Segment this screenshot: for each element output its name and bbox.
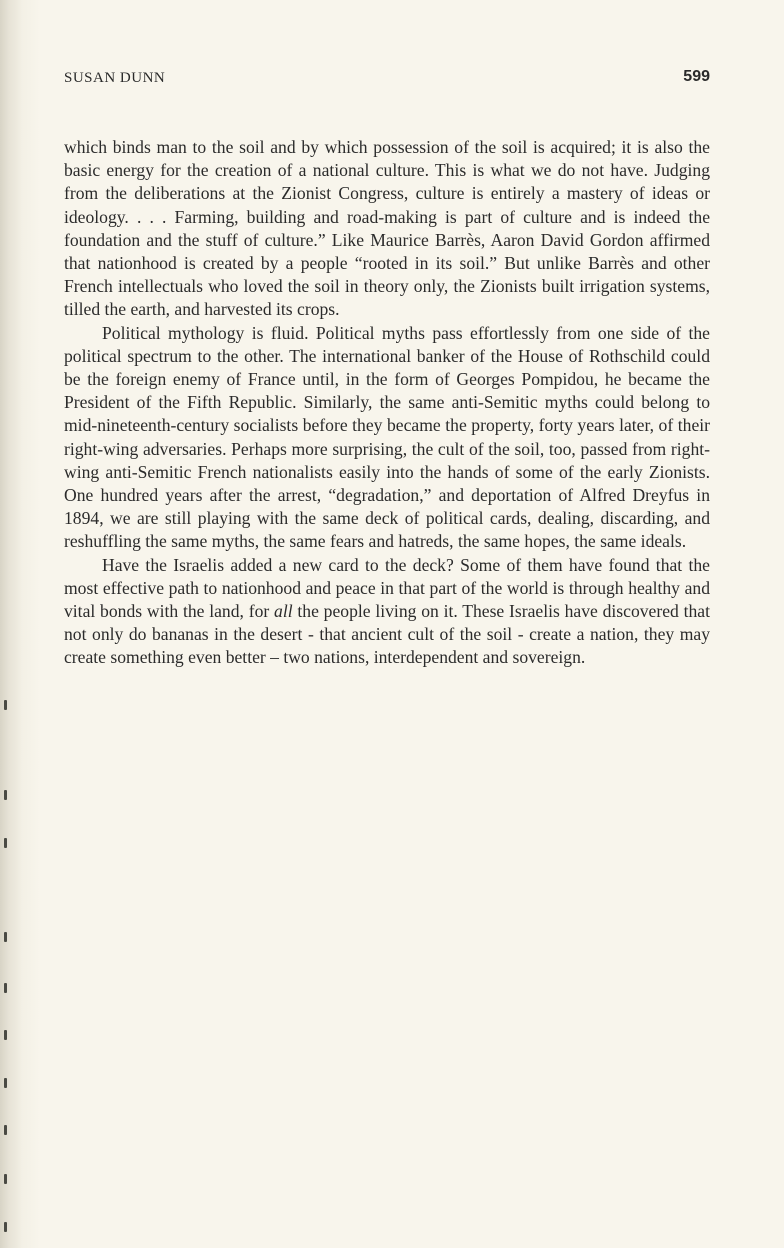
- paragraph: which binds man to the soil and by which possession of the soil is acquired; it is also the basic energy for the creation of a national culture. This is what we do not have. Judging from the deliberations at the Zionist Congress, culture is entirely a mastery of ideas or ideology. . . . Farming, building and road-making is part of culture and is indeed the foundation and the stuff of culture.” Like Maurice Barrès, Aaron David Gordon affirmed that nationhood is created by a people “rooted in its soil.” But unlike Barrès and other French intellectuals who loved the soil in theory only, the Zionists built irrigation systems, tilled the earth, and harvested its crops.: [64, 137, 710, 320]
- gutter-mark: [4, 838, 7, 848]
- gutter-mark: [4, 790, 7, 800]
- paragraph: [64, 554, 710, 670]
- running-head: [64, 68, 710, 92]
- gutter-mark: [4, 1030, 7, 1040]
- gutter-mark: [4, 700, 7, 710]
- paragraph: Political mythology is fluid. Political myths pass effortlessly from one side of the political spectrum to the other. The international banker of the House of Rothschild could be the foreign enemy of France until, in the form of Georges Pompidou, he became the President of the Fifth Republic. Similarly, the same anti-Semitic myths could belong to mid-nineteenth-century socialists before they became the property, forty years later, of their right-wing adversaries. Perhaps more surprising, the cult of the soil, too, passed from right-wing anti-Semitic French nationalists easily into the hands of some of the early Zionists. One hundred years after the arrest, “degradation,” and deportation of Alfred Dreyfus in 1894, we are still playing with the same deck of political cards, dealing, discarding, and reshuffling the same myths, the same fears and hatreds, the same hopes, the same ideals.: [64, 322, 710, 552]
- page-spine-shadow: [0, 0, 22, 1248]
- paragraph-text-before: Have the Israelis added a new card to the deck? Some of them have found that the most effective path to nationhood and peace in that part of the world is through healthy and vital bonds with the land, for: [64, 554, 710, 622]
- gutter-mark: [4, 1174, 7, 1184]
- running-head-author: SUSAN DUNN: [64, 70, 166, 86]
- emphasized-word: all: [274, 601, 293, 622]
- gutter-mark: [4, 1222, 7, 1232]
- gutter-mark: [4, 1078, 7, 1088]
- page-number: 599: [683, 68, 710, 85]
- body-text: [64, 136, 710, 670]
- paragraph-text-after: the people living on it. These Israelis have discovered that not only do bananas in the desert - that ancient cult of the soil - create a nation, they may create something even better – two nations, interdependent and sovereign.: [64, 601, 710, 668]
- gutter-mark: [4, 1125, 7, 1135]
- gutter-mark: [4, 932, 7, 942]
- gutter-mark: [4, 983, 7, 993]
